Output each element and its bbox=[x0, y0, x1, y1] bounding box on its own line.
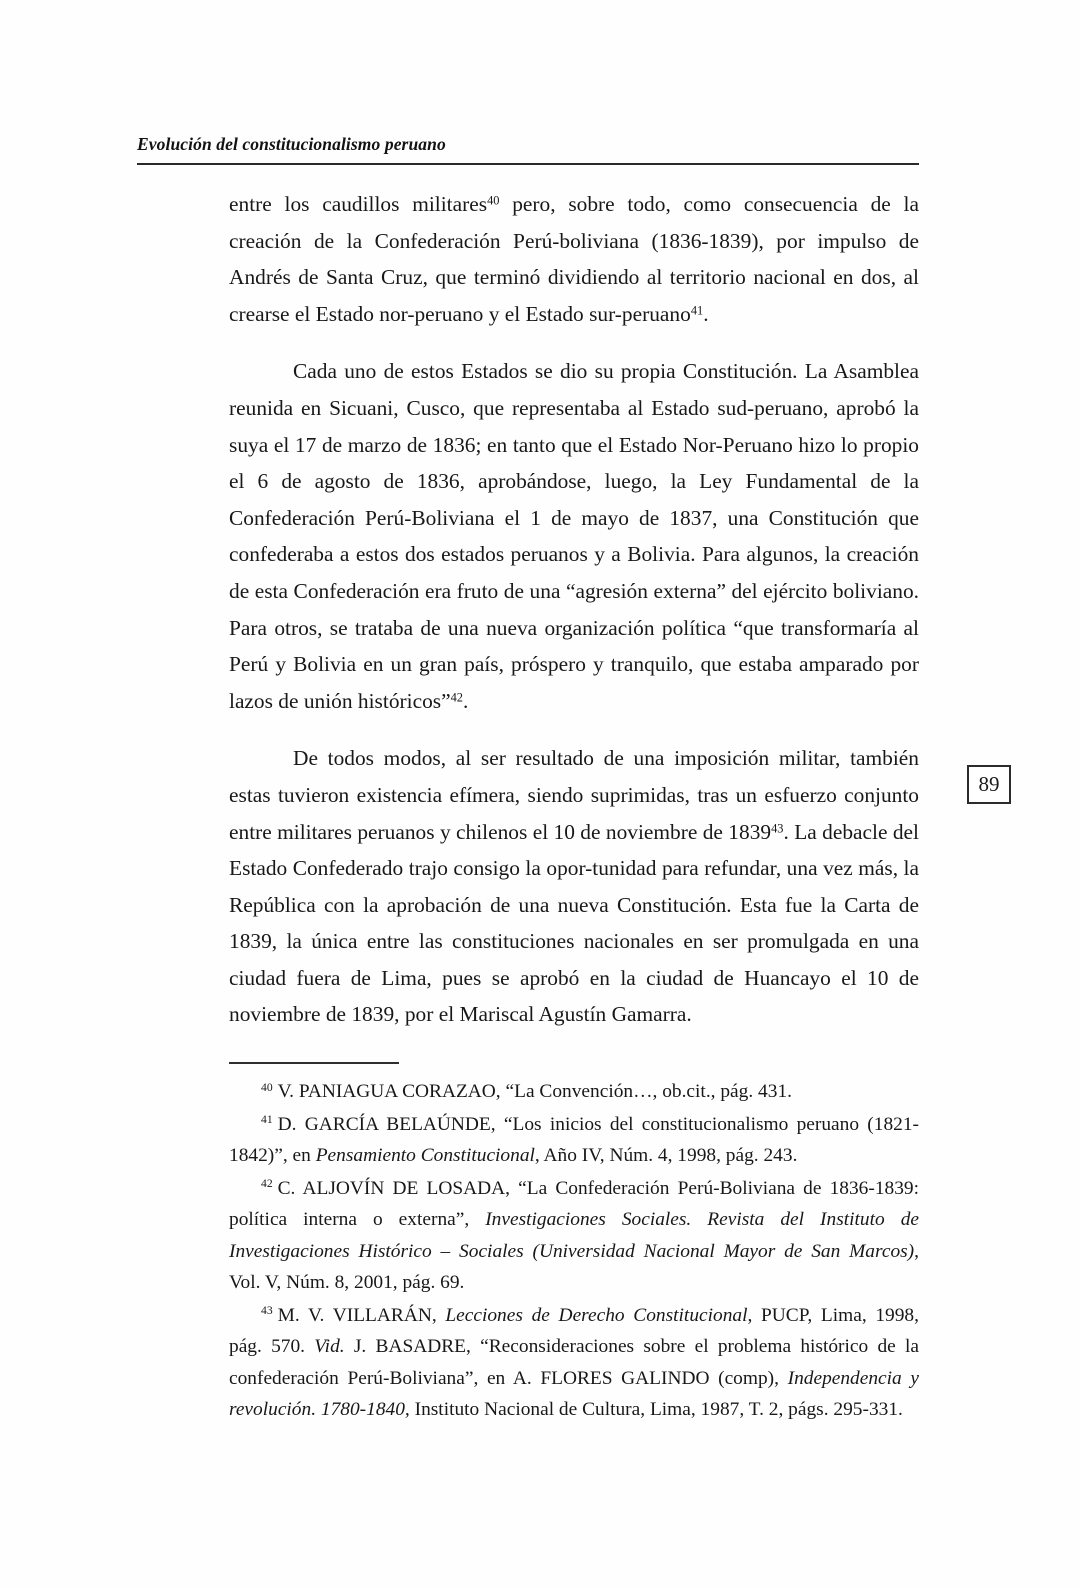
body-paragraph: entre los caudillos militares$^{40}$ pero, sobre todo, como consecuencia de la creación de la Confederación Perú-boliviana (1836-1839), por impulso de Andrés de Santa Cruz, que terminó dividiendo al territorio nacional en dos, al crearse el Estado nor-peruano y el Estado sur-peruano$^{41}$. bbox=[229, 192, 919, 326]
footnote-number: 40 bbox=[261, 1080, 273, 1094]
body-paragraph: Cada uno de estos Estados se dio su propia Constitución. La Asamblea reunida en Sicuani, Cusco, que representaba al Estado sud-peruano, aprobó la suya el 17 de marzo de 1836; en tanto que el Estado Nor-Peruano hizo lo propio el 6 de agosto de 1836, aprobándose, luego, la Ley Fundamental de la Confederación Perú-Boliviana el 1 de mayo de 1837, una Constitución que confederaba a estos dos estados peruanos y a Bolivia. Para algunos, la creación de esta Confederación era fruto de una “agresión externa” del ejército boliviano. Para otros, se trataba de una nueva organización política “que transformaría al Perú y Bolivia en un gran país, próspero y tranquilo, que estaba amparado por lazos de unión históricos”$^{42}$. bbox=[229, 359, 919, 713]
header-rule bbox=[137, 163, 919, 165]
footnote-entry: $^{40}$ V. PANIAGUA CORAZAO, “La Convención…, ob.cit., pág. 431. bbox=[261, 1080, 792, 1102]
italic-text: Lecciones de Derecho Constitucional bbox=[445, 1304, 748, 1326]
page-header bbox=[137, 134, 919, 165]
footnote-number: 42 bbox=[261, 1177, 273, 1191]
page-number-label: 89 bbox=[978, 772, 1000, 796]
italic-text: Pensamiento Constitucional bbox=[315, 1145, 535, 1166]
footnote-reference-marker: 41 bbox=[690, 303, 704, 318]
footnote-reference-marker: 43 bbox=[771, 821, 784, 836]
footnote-number: 41 bbox=[261, 1113, 273, 1127]
footnote-separator-rule bbox=[229, 1062, 399, 1064]
italic-text: Investigaciones Sociales. Revista del Instituto de Investigaciones Histórico – Sociales (Universidad Nacional Mayor de San Marcos) bbox=[229, 1209, 919, 1262]
italic-text: Independencia y revolución. 1780-1840, bbox=[229, 1367, 919, 1420]
footnote-reference-marker: 40 bbox=[487, 193, 500, 208]
body-paragraph: De todos modos, al ser resultado de una imposición militar, también estas tuvieron existencia efímera, siendo suprimidas, tras un esfuerzo conjunto entre militares peruanos y chilenos el 10 de noviembre de 1839$^{43}$. La debacle del Estado Confederado trajo consigo la opor-tunidad para refundar, una vez más, la República con la aprobación de una nueva Constitución. Esta fue la Carta de 1839, la única entre las constituciones nacionales en ser promulgada en una ciudad fuera de Lima, pues se aprobó en la ciudad de Huancayo el 10 de noviembre de 1839, por el Mariscal Agustín Gamarra. bbox=[229, 746, 919, 1027]
italic-text: Vid. bbox=[314, 1336, 345, 1357]
footnote-entry: $^{43}$ M. V. VILLARÁN, Lecciones de Derecho Constitucional, PUCP, Lima, 1998, pág. 570. Vid. J. BASADRE, “Reconsideraciones sobre el problema histórico de la confederación Perú-Boliviana”, en A. FLORES GALINDO (comp), Independencia y revolución. 1780-1840, Instituto Nacional de Cultura, Lima, 1987, T. 2, págs. 295-331. bbox=[229, 1304, 919, 1420]
footnote-entry: $^{41}$ D. GARCÍA BELAÚNDE, “Los inicios del constitucionalismo peruano (1821-1842)”, en Pensamiento Constitucional, Año IV, Núm. 4, 1998, pág. 243. bbox=[229, 1113, 919, 1166]
page-number-box bbox=[967, 765, 1011, 804]
body-text-column bbox=[229, 186, 919, 1033]
footnote-list bbox=[229, 1076, 919, 1426]
footnote-reference-marker: 42 bbox=[450, 690, 463, 705]
running-head-title: Evolución del constitucionalismo peruano bbox=[137, 134, 446, 154]
footnote-entry: $^{42}$ C. ALJOVÍN DE LOSADA, “La Confederación Perú-Boliviana de 1836-1839: política interna o externa”, Investigaciones Sociales. Revista del Instituto de Investigaciones Histórico – Sociales (Universidad Nacional Mayor de San Marcos), Vol. V, Núm. 8, 2001, pág. 69. bbox=[229, 1177, 919, 1293]
footnotes-section bbox=[229, 1062, 919, 1426]
footnote-number: 43 bbox=[261, 1304, 273, 1318]
